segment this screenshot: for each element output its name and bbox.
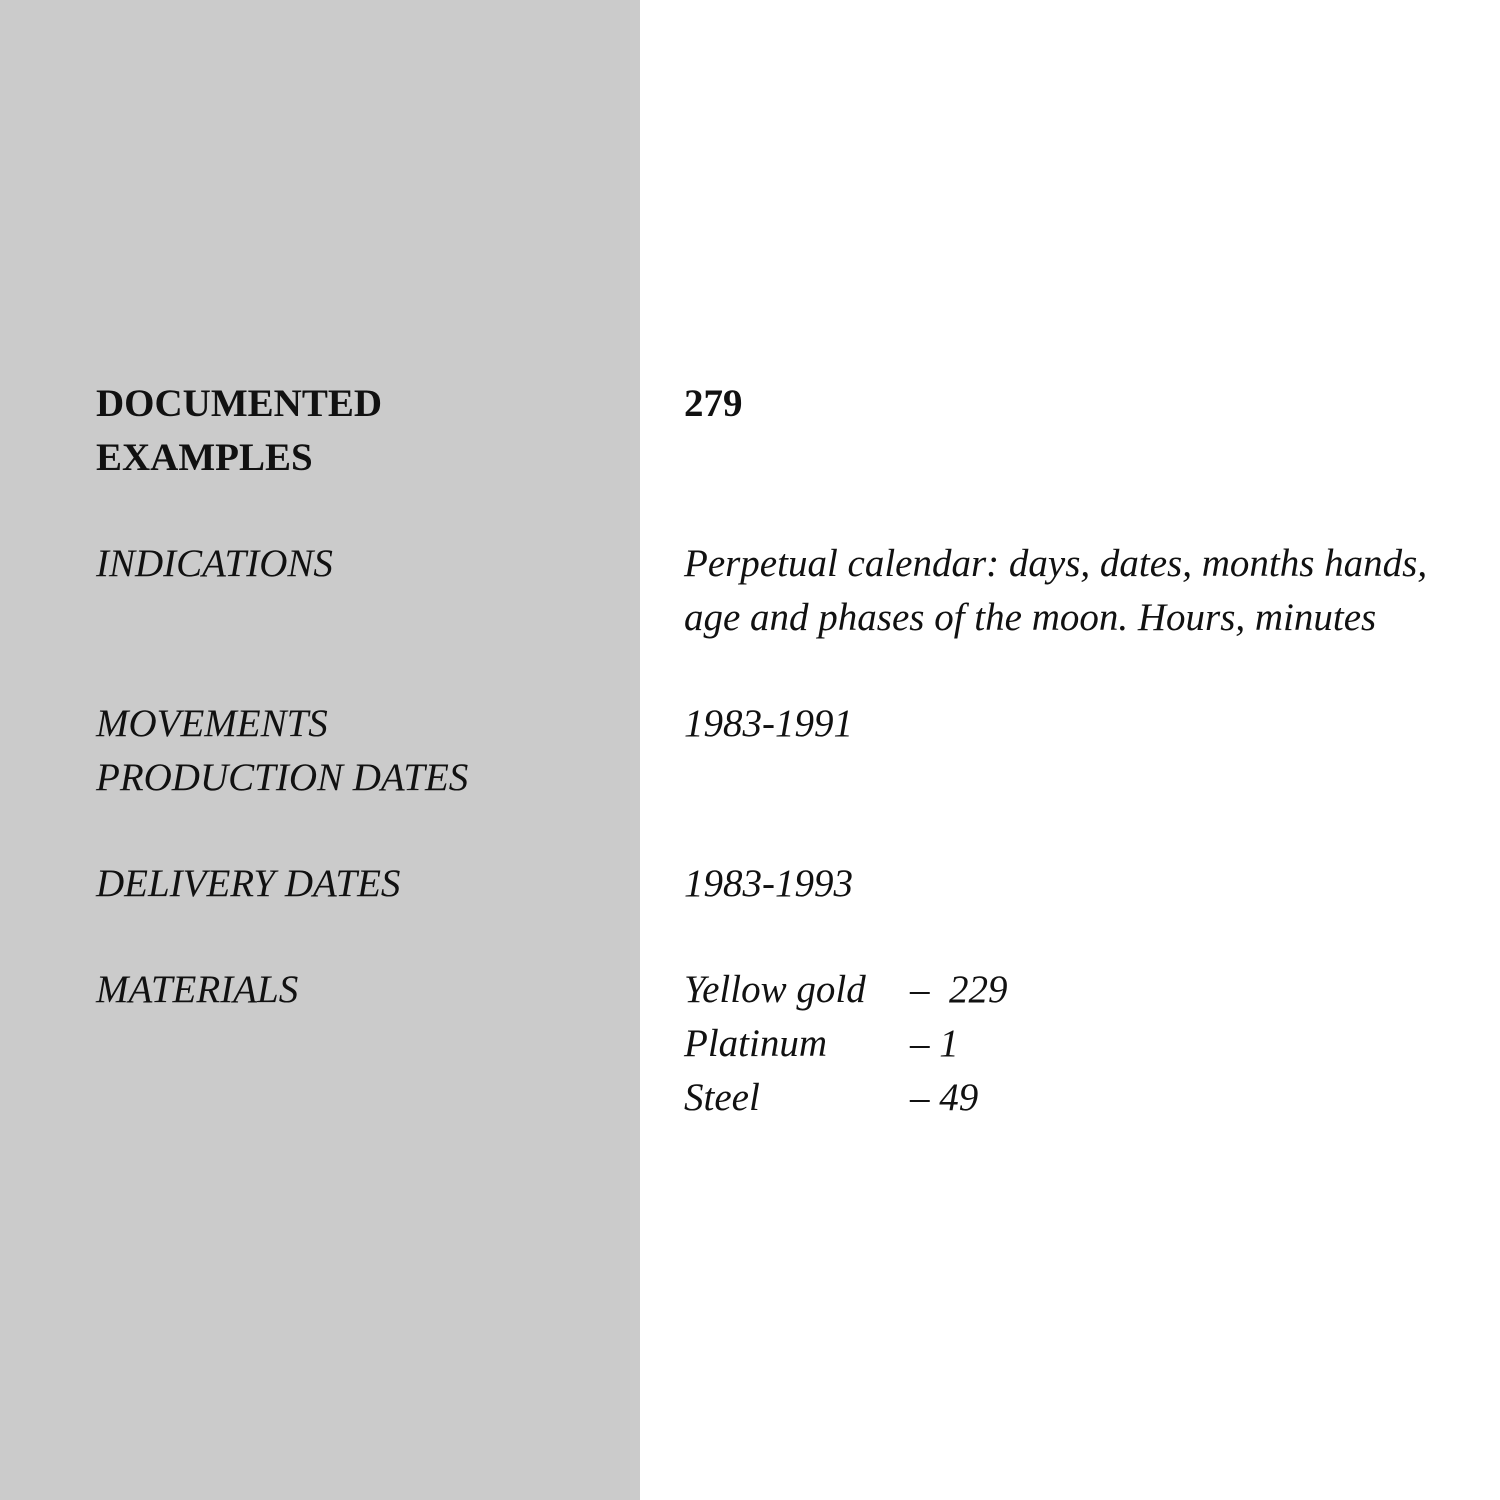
movements-production-dates-value: 1983-1991 — [684, 702, 853, 745]
material-count: – 229 — [910, 968, 1008, 1011]
materials-label: MATERIALS — [96, 968, 299, 1011]
materials-list — [684, 963, 1008, 1125]
material-count: – 49 — [910, 1076, 979, 1119]
material-name: Platinum — [684, 1022, 827, 1065]
delivery-dates-label: DELIVERY DATES — [96, 862, 401, 905]
material-item — [684, 963, 1008, 1017]
documented-examples-value: 279 — [684, 382, 743, 425]
material-name: Steel — [684, 1076, 760, 1119]
documented-examples-label: DOCUMENTED EXAMPLES — [96, 382, 383, 479]
indications-value: Perpetual calendar: days, dates, months hands, age and phases of the moon. Hours, minutes — [684, 542, 1428, 639]
material-item — [684, 1071, 1008, 1125]
material-count: – 1 — [910, 1022, 959, 1065]
movements-production-dates-label: MOVEMENTS PRODUCTION DATES — [96, 702, 469, 799]
delivery-dates-value: 1983-1993 — [684, 862, 853, 905]
indications-label: INDICATIONS — [96, 542, 333, 585]
material-name: Yellow gold — [684, 968, 866, 1011]
material-item — [684, 1017, 1008, 1071]
